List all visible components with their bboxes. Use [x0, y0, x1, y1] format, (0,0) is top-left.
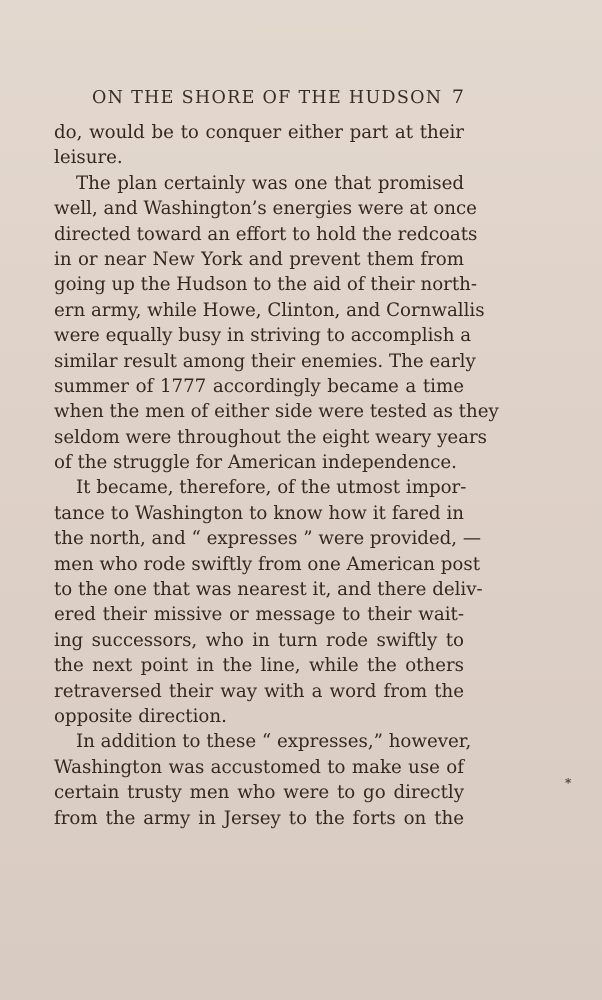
running-title: ON THE SHORE OF THE HUDSON: [92, 88, 443, 108]
text-line: retraversed their way with a word from the: [54, 680, 464, 702]
text-line: going up the Hudson to the aid of their north-: [54, 274, 478, 296]
text-line: Washington was accustomed to make use of: [54, 756, 464, 778]
text-line: It became, therefore, of the utmost impor-: [76, 477, 467, 499]
text-line: seldom were throughout the eight weary years: [54, 426, 488, 448]
margin-mark: *: [565, 776, 572, 790]
text-line: ing successors, who in turn rode swiftly to: [54, 629, 464, 651]
running-head: [92, 86, 464, 108]
text-line: In addition to these “ expresses,” however,: [76, 731, 472, 753]
text-line: summer of 1777 accordingly became a time: [54, 375, 464, 397]
text-line: similar result among their enemies. The early: [54, 350, 476, 372]
text-line: ered their missive or message to their wait-: [54, 604, 464, 626]
text-line: were equally busy in striving to accomplish a: [54, 325, 472, 347]
text-line: directed toward an effort to hold the redcoats: [54, 223, 478, 245]
text-line: when the men of either side were tested as they: [54, 401, 499, 423]
text-line: from the army in Jersey to the forts on the: [54, 807, 464, 829]
text-line: opposite direction.: [54, 705, 227, 727]
text-line: in or near New York and prevent them from: [54, 248, 464, 270]
text-line: well, and Washington’s energies were at once: [54, 198, 477, 220]
page-number: 7: [451, 86, 464, 108]
text-line: The plan certainly was one that promised: [76, 172, 464, 194]
text-line: do, would be to conquer either part at their: [54, 122, 464, 143]
text-line: tance to Washington to know how it fared in: [54, 502, 464, 524]
text-line: leisure.: [54, 147, 123, 169]
text-line: ern army, while Howe, Clinton, and Cornwallis: [54, 299, 485, 321]
text-line: men who rode swiftly from one American post: [54, 553, 481, 575]
text-line: certain trusty men who were to go directly: [54, 782, 464, 804]
text-line: the next point in the line, while the others: [54, 655, 464, 677]
text-line: the north, and “ expresses ” were provided, —: [54, 528, 482, 550]
text-line: of the struggle for American independence.: [54, 452, 457, 474]
text-line: to the one that was nearest it, and there deliv-: [54, 579, 483, 601]
body-text: [54, 120, 499, 831]
